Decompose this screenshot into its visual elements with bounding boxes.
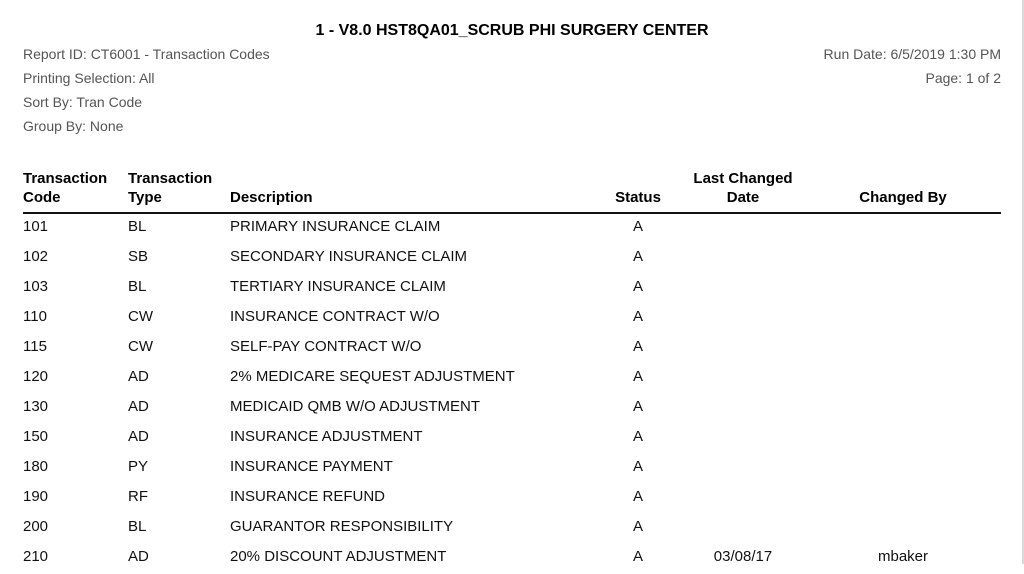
cell-status: A [632,338,643,355]
cell-code: 102 [23,248,49,265]
cell-description: INSURANCE ADJUSTMENT [230,428,423,445]
cell-status: A [632,398,643,415]
header-status [608,188,668,207]
cell-code: 101 [23,218,49,235]
run-date: Run Date: 6/5/2019 1:30 PM [823,46,1001,62]
cell-type: AD [128,548,149,565]
table-row [23,274,1001,304]
cell-code: 130 [23,398,49,415]
cell-status: A [632,488,643,505]
cell-type: CW [128,338,153,355]
table-row [23,244,1001,274]
header-changed-by-label: Changed By [859,189,947,206]
cell-code: 210 [23,548,49,565]
header-description [230,188,313,207]
cell-type: BL [128,518,147,535]
cell-type: BL [128,218,147,235]
transaction-codes-table [23,168,1001,574]
table-row [23,394,1001,424]
table-row [23,214,1001,244]
cell-description: MEDICAID QMB W/O ADJUSTMENT [230,398,481,415]
cell-description: SELF-PAY CONTRACT W/O [230,338,422,355]
table-row [23,484,1001,514]
table-row [23,334,1001,364]
cell-status: A [632,308,643,325]
cell-type: BL [128,278,147,295]
group-by: Group By: None [23,118,124,134]
cell-code: 103 [23,278,49,295]
cell-code: 115 [23,338,47,355]
cell-date: 03/08/17 [713,548,773,565]
cell-status: A [632,368,643,385]
cell-description: GUARANTOR RESPONSIBILITY [230,518,454,535]
cell-code: 150 [23,428,49,445]
cell-status: A [632,428,643,445]
cell-description: PRIMARY INSURANCE CLAIM [230,218,441,235]
cell-type: SB [128,248,149,265]
header-changed-by [833,188,973,207]
sort-by: Sort By: Tran Code [23,94,143,110]
header-date-line2: Date [726,189,760,206]
header-last-changed-date [673,169,813,207]
header-code-line2: Code [23,189,61,206]
cell-type: AD [128,368,149,385]
table-row [23,304,1001,334]
table-header [23,168,1001,214]
table-row [23,514,1001,544]
cell-status: A [632,458,643,475]
cell-description: TERTIARY INSURANCE CLAIM [230,278,446,295]
cell-type: RF [128,488,148,505]
header-status-label: Status [615,189,661,206]
cell-code: 110 [23,308,47,325]
cell-code: 120 [23,368,49,385]
cell-code: 190 [23,488,49,505]
cell-code: 180 [23,458,49,475]
cell-description: INSURANCE PAYMENT [230,458,393,475]
page-number: Page: 1 of 2 [925,70,1001,86]
header-date-line1: Last Changed [693,170,793,187]
cell-status: A [632,278,643,295]
table-row [23,454,1001,484]
report-title: 1 - V8.0 HST8QA01_SCRUB PHI SURGERY CENTER [315,22,709,39]
cell-type: CW [128,308,153,325]
header-description-label: Description [230,189,313,206]
header-type-line1: Transaction [128,170,213,187]
cell-status: A [632,548,643,565]
header-transaction-type [128,169,212,207]
cell-description: 20% DISCOUNT ADJUSTMENT [230,548,447,565]
cell-description: SECONDARY INSURANCE CLAIM [230,248,467,265]
cell-changed-by: mbaker [877,548,929,565]
cell-type: AD [128,428,149,445]
table-row [23,364,1001,394]
header-transaction-code [23,169,107,207]
printing-selection: Printing Selection: All [23,70,155,86]
table-row [23,544,1001,574]
cell-type: PY [128,458,149,475]
cell-type: AD [128,398,149,415]
cell-description: INSURANCE REFUND [230,488,386,505]
table-body [23,214,1001,574]
cell-status: A [632,518,643,535]
table-row [23,424,1001,454]
cell-status: A [632,218,643,235]
header-code-line1: Transaction [23,170,108,187]
header-type-line2: Type [128,189,162,206]
report-id: Report ID: CT6001 - Transaction Codes [23,46,270,62]
cell-description: INSURANCE CONTRACT W/O [230,308,440,325]
cell-description: 2% MEDICARE SEQUEST ADJUSTMENT [230,368,515,385]
cell-status: A [632,248,643,265]
cell-code: 200 [23,518,49,535]
